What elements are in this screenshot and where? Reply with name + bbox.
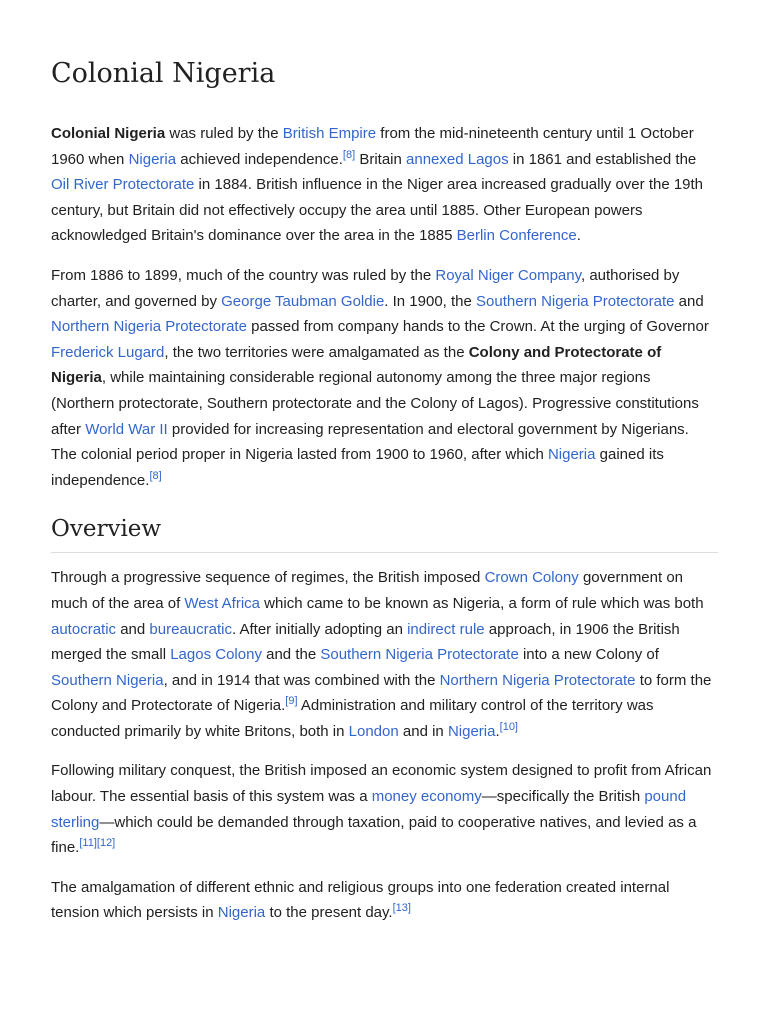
link-nigeria[interactable]: Nigeria: [217, 904, 266, 922]
citation-10: [500, 721, 518, 733]
link-london[interactable]: London: [348, 722, 399, 740]
page-title: Colonial Nigeria: [51, 58, 276, 89]
text: From 1886 to 1899, much of the country was ruled by the: [51, 266, 436, 284]
text: and the: [261, 646, 321, 664]
text: achieved independence.: [176, 150, 343, 168]
link-indirect-rule[interactable]: indirect rule: [407, 620, 485, 638]
text: to form the Colony and Protectorate of Nigeria.: [51, 671, 712, 715]
text: and in: [398, 722, 448, 740]
link-crown-colony[interactable]: Crown Colony: [484, 569, 579, 587]
text: in 1884. British influence in the Niger area increased gradually over the 19th century, but Britain did not effectively occupy the area until 1885. Other European powers acknowledged Britain's dominance over the area in the 1885: [51, 176, 704, 245]
text: in 1861 and established the: [508, 150, 697, 168]
citation-9: [285, 695, 297, 707]
text: , and in 1914 that was combined with the: [163, 671, 440, 689]
text: .: [576, 227, 581, 245]
text: Through a progressive sequence of regimes, the British imposed: [51, 569, 485, 587]
citation-link[interactable]: [8]: [342, 148, 356, 161]
link-lagos-colony[interactable]: Lagos Colony: [170, 646, 262, 664]
text: The amalgamation of different ethnic and religious groups into one federation created internal tension which persists in: [51, 878, 670, 922]
link-money-economy[interactable]: money economy: [371, 788, 482, 806]
overview-paragraph-1: [51, 565, 718, 744]
link-oil-river-protectorate[interactable]: Oil River Protectorate: [51, 176, 195, 194]
link-northern-nigeria-protectorate[interactable]: Northern Nigeria Protectorate: [51, 318, 247, 336]
text: and: [674, 292, 704, 310]
link-nigeria[interactable]: Nigeria: [128, 150, 177, 168]
intro-paragraph-1: [51, 121, 718, 249]
overview-paragraph-2: [51, 758, 718, 860]
bold-term: Colony and Protectorate of Nigeria: [51, 343, 662, 387]
text: which came to be known as Nigeria, a form of rule which was both: [260, 594, 704, 612]
citation-link[interactable]: [10]: [499, 720, 518, 733]
text: . In 1900, the: [384, 292, 477, 310]
citation-link[interactable]: [8]: [149, 469, 162, 482]
text: and: [116, 620, 150, 638]
text: approach, in 1906 the British merged the small: [51, 620, 680, 664]
text: Administration and military control of the territory was conducted primarily by white Britons, both in: [51, 697, 654, 740]
link-annexed-lagos[interactable]: annexed Lagos: [406, 150, 509, 168]
link-southern-nigeria-protectorate[interactable]: Southern Nigeria Protectorate: [320, 646, 519, 664]
text: from the mid-nineteenth century until 1 October 1960 when: [51, 125, 694, 168]
text: —which could be demanded through taxation, paid to cooperative natives, and levied as a fine.: [51, 813, 697, 857]
overview-paragraph-3: [51, 875, 718, 926]
link-pound-sterling[interactable]: pound sterling: [51, 788, 687, 831]
bold-term: Colonial Nigeria: [51, 125, 166, 142]
text: Following military conquest, the British imposed an economic system designed to profit from African labour. The essential basis of this system was a: [51, 762, 712, 806]
link-northern-nigeria-protectorate[interactable]: Northern Nigeria Protectorate: [439, 671, 636, 689]
link-berlin-conference[interactable]: Berlin Conference: [456, 227, 577, 245]
text: was ruled by the: [165, 125, 283, 142]
link-frederick-lugard[interactable]: Frederick Lugard: [51, 343, 165, 361]
link-george-taubman-goldie[interactable]: George Taubman Goldie: [221, 292, 385, 310]
text: , while maintaining considerable regional autonomy among the three major regions (Northern protectorate, Southern protectorate and the Colony of Lagos). Progressive constitutions after: [51, 369, 699, 438]
text: government on much of the area of: [51, 569, 684, 612]
link-world-war-ii[interactable]: World War II: [85, 420, 168, 438]
section-heading-overview: Overview: [51, 514, 718, 553]
link-southern-nigeria[interactable]: Southern Nigeria: [51, 671, 164, 689]
link-royal-niger-company[interactable]: Royal Niger Company: [435, 266, 581, 284]
citation-8: [149, 470, 161, 482]
intro-paragraph-2: [51, 263, 718, 493]
citation-11: [79, 837, 97, 849]
citation-link[interactable]: [11]: [79, 837, 97, 850]
text: gained its independence.: [51, 446, 664, 489]
link-nigeria[interactable]: Nigeria: [547, 446, 596, 464]
link-west-africa[interactable]: West Africa: [184, 594, 261, 612]
text: to the present day.: [265, 904, 393, 922]
text: into a new Colony of: [518, 646, 659, 664]
text: passed from company hands to the Crown. At the urging of Governor: [246, 318, 709, 336]
link-southern-nigeria-protectorate[interactable]: Southern Nigeria Protectorate: [476, 292, 675, 310]
citation-13: [393, 902, 411, 914]
text: , the two territories were amalgamated as the: [164, 343, 469, 361]
text: —specifically the British: [481, 788, 645, 806]
link-autocratic[interactable]: autocratic: [51, 620, 117, 638]
text: . After initially adopting an: [231, 620, 408, 638]
citation-link[interactable]: [12]: [96, 837, 116, 850]
citation-12: [97, 837, 115, 849]
text: .: [495, 722, 500, 740]
citation-link[interactable]: [9]: [285, 695, 298, 708]
link-bureaucratic[interactable]: bureaucratic: [149, 620, 232, 638]
link-british-empire[interactable]: British Empire: [282, 125, 377, 142]
text: Britain: [355, 150, 407, 168]
text: , authorised by charter, and governed by: [51, 266, 680, 310]
text: provided for increasing representation and electoral government by Nigerians. The colonial period proper in Nigeria lasted from 1900 to 1960, after which: [51, 420, 689, 464]
link-nigeria[interactable]: Nigeria: [447, 722, 496, 740]
citation-8: [343, 149, 355, 161]
citation-link[interactable]: [13]: [392, 902, 411, 915]
